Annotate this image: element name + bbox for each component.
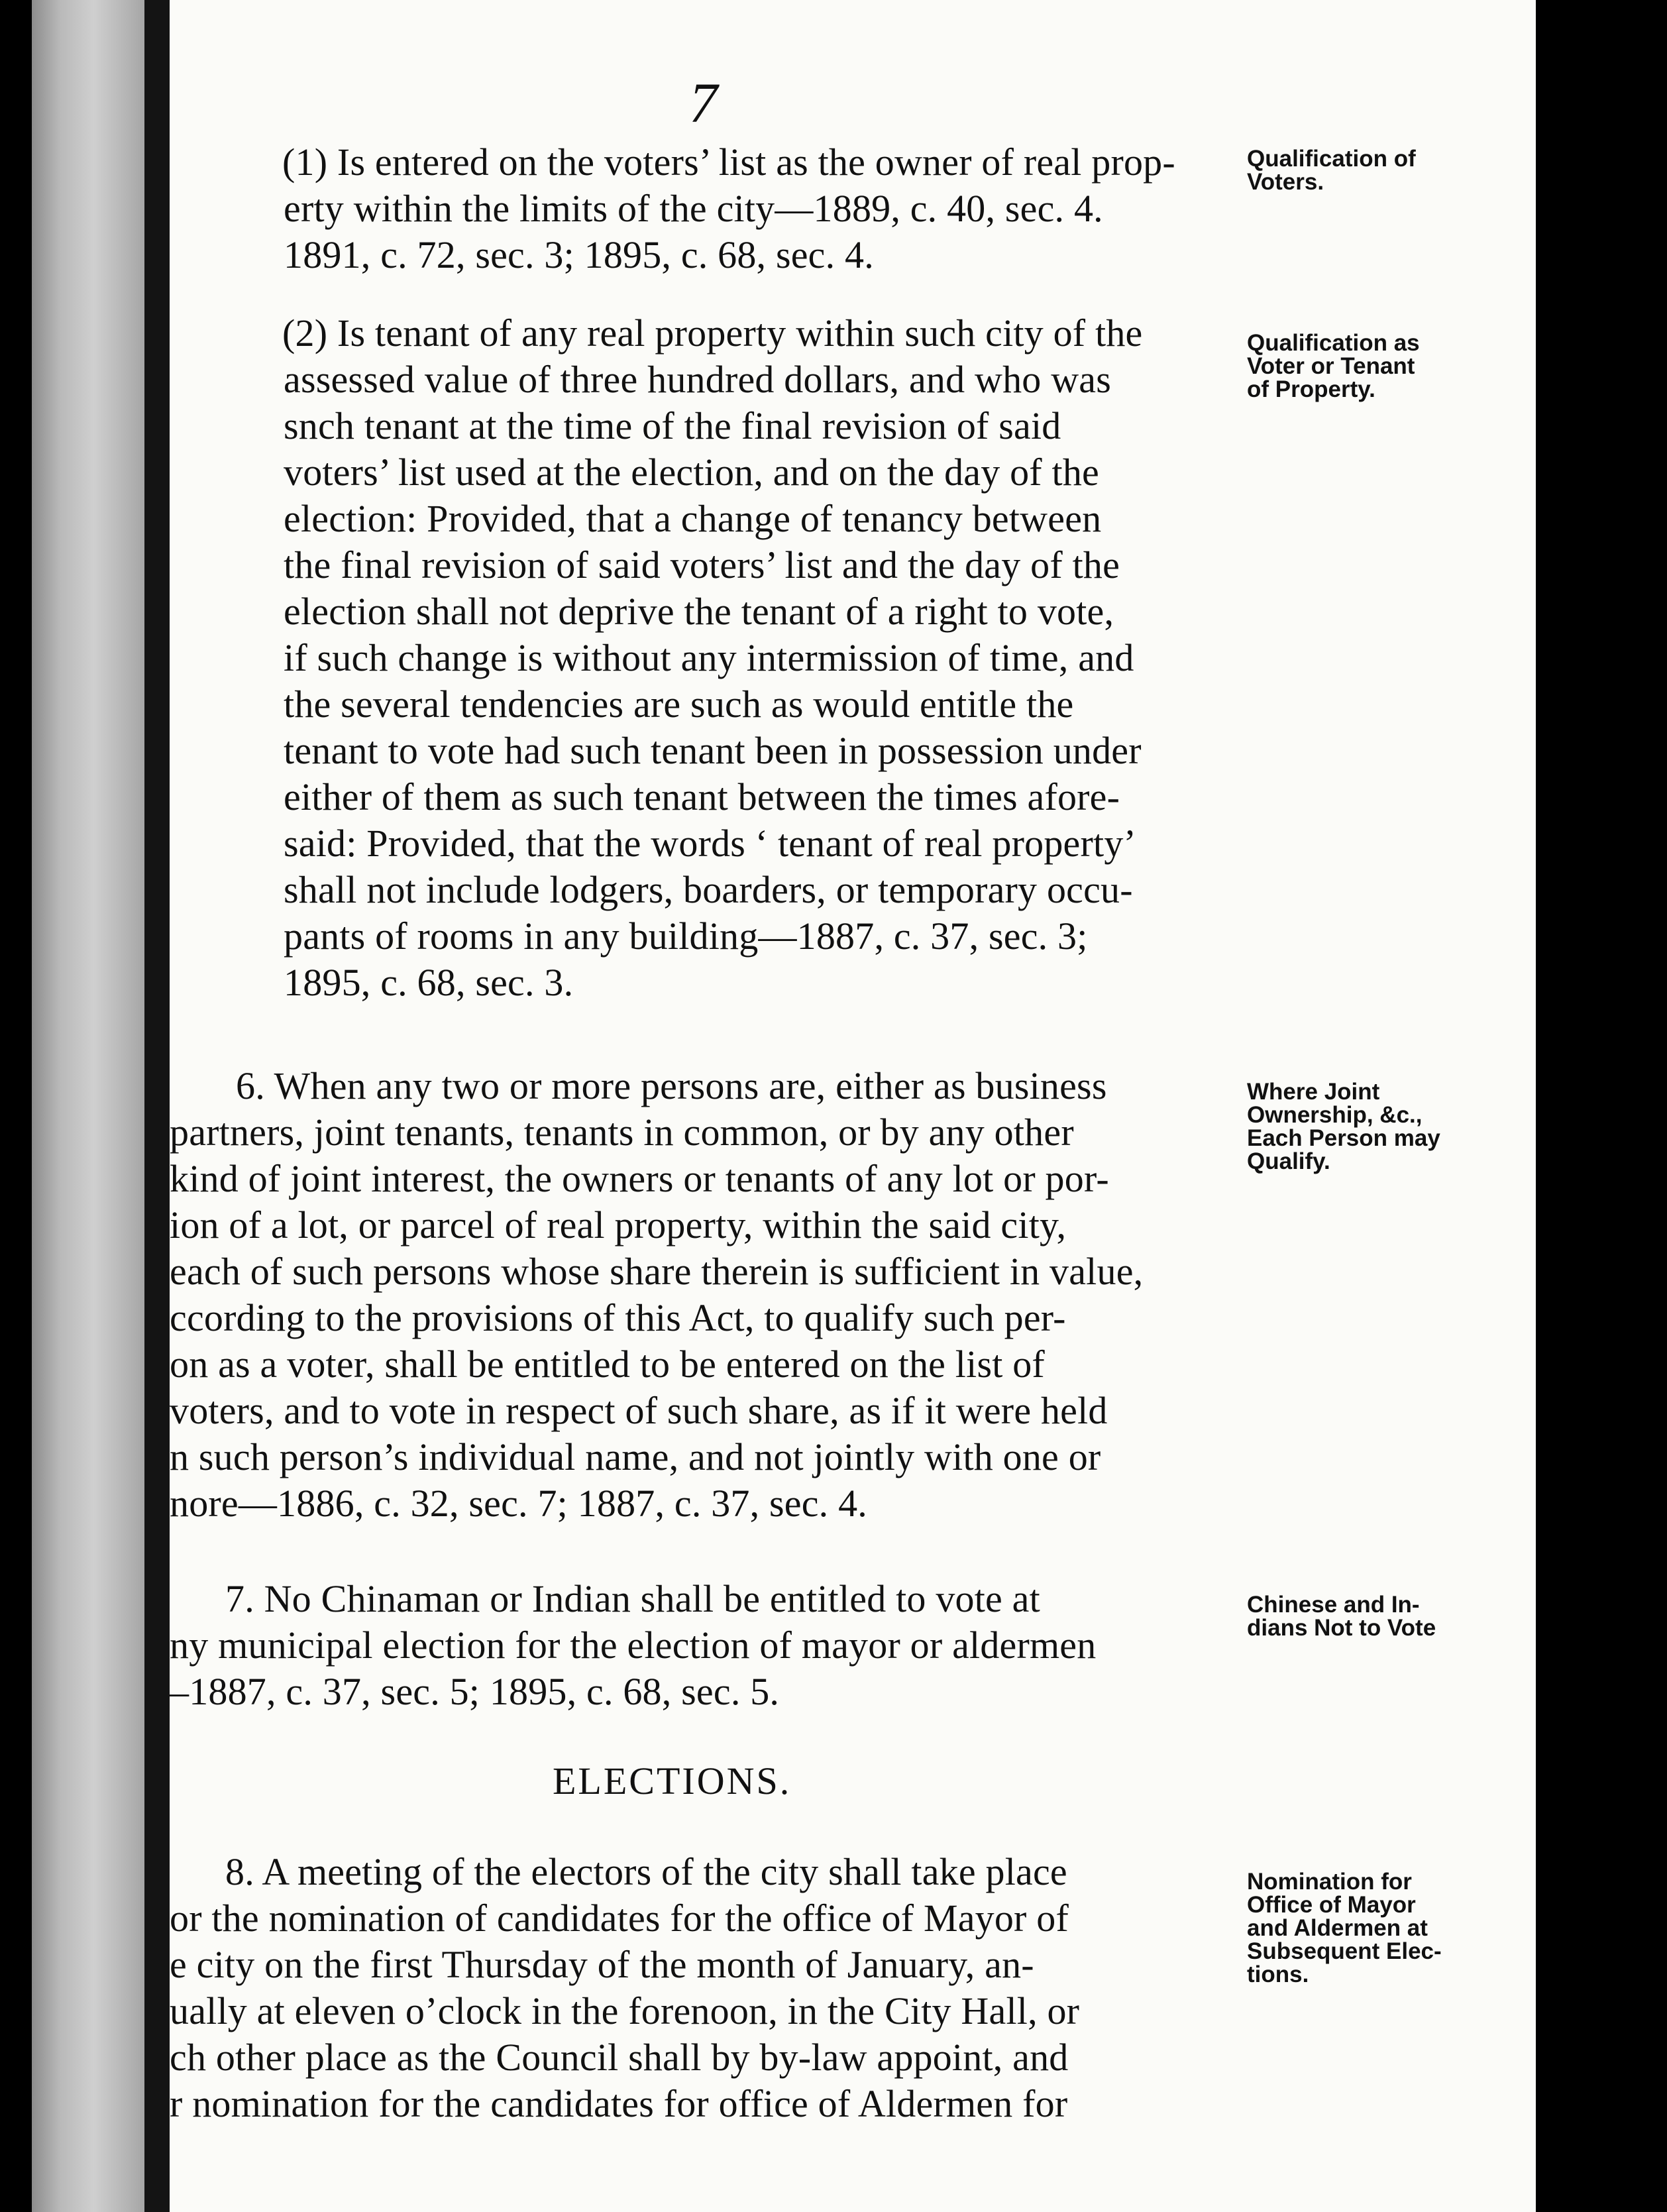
text-line: if such change is without any intermission of time, and <box>284 636 1134 679</box>
margin-note-nomination <box>1247 1870 1525 1986</box>
text-line: erty within the limits of the city—1889, c. 40, sec. 4. <box>284 187 1103 230</box>
text-line: pants of rooms in any building—1887, c. 37, sec. 3; <box>284 914 1088 958</box>
text-line: –1887, c. 37, sec. 5; 1895, c. 68, sec. 5. <box>170 1670 780 1713</box>
margin-note-line: and Aldermen at <box>1247 1915 1428 1941</box>
text-line: ny municipal election for the election of mayor or aldermen <box>170 1624 1097 1667</box>
margin-note-chinese-indians <box>1247 1593 1525 1639</box>
margin-note-line: Subsequent Elec- <box>1247 1938 1442 1964</box>
margin-note-line: Ownership, &c., <box>1247 1102 1423 1128</box>
text-line: each of such persons whose share therein is sufficient in value, <box>170 1250 1144 1293</box>
text-line: voters, and to vote in respect of such share, as if it were held <box>170 1389 1108 1432</box>
margin-note-qualification-voter-tenant <box>1247 331 1525 401</box>
margin-note-line: Qualification as <box>1247 330 1420 356</box>
book-page-edge <box>32 0 144 2212</box>
margin-note-line: Nomination for <box>1247 1869 1412 1895</box>
text-line: ch other place as the Council shall by by-law appoint, and <box>170 2036 1069 2079</box>
text-line: tenant to vote had such tenant been in possession under <box>284 729 1142 772</box>
text-line: ion of a lot, or parcel of real property, within the said city, <box>170 1203 1067 1246</box>
scan-border-right <box>1536 0 1667 2212</box>
margin-note-line: tions. <box>1247 1962 1309 1987</box>
text-line: assessed value of three hundred dollars, and who was <box>284 358 1111 401</box>
text-line: the final revision of said voters’ list and the day of the <box>284 543 1120 586</box>
text-line: partners, joint tenants, tenants in common, or by any other <box>170 1111 1074 1154</box>
text-line: n such person’s individual name, and not jointly with one or <box>170 1435 1101 1478</box>
text-line: 6. When any two or more persons are, either as business <box>236 1064 1107 1107</box>
text-line: said: Provided, that the words ‘ tenant of real property’ <box>284 822 1137 865</box>
text-line: election: Provided, that a change of tenancy between <box>284 497 1102 540</box>
text-line: 8. A meeting of the electors of the city shall take place <box>225 1850 1067 1893</box>
margin-note-line: Chinese and In- <box>1247 1592 1420 1618</box>
text-line: or the nomination of candidates for the office of Mayor of <box>170 1897 1069 1940</box>
margin-note-line: Qualification of <box>1247 146 1416 172</box>
margin-note-joint-ownership <box>1247 1080 1525 1173</box>
margin-note-line: Each Person may <box>1247 1125 1440 1151</box>
margin-note-line: dians Not to Vote <box>1247 1615 1436 1641</box>
text-line: voters’ list used at the election, and on the day of the <box>284 451 1099 494</box>
text-line: snch tenant at the time of the final revision of said <box>284 404 1061 447</box>
margin-note-line: Voters. <box>1247 169 1324 195</box>
text-line: e city on the first Thursday of the month of January, an- <box>170 1943 1034 1986</box>
text-line: shall not include lodgers, boarders, or temporary occu- <box>284 868 1133 911</box>
text-line: election shall not deprive the tenant of a right to vote, <box>284 590 1114 633</box>
text-line: on as a voter, shall be entitled to be entered on the list of <box>170 1343 1045 1386</box>
text-line: ually at eleven o’clock in the forenoon, in the City Hall, or <box>170 1989 1080 2032</box>
text-line: 7. No Chinaman or Indian shall be entitled to vote at <box>225 1577 1040 1620</box>
text-line: r nomination for the candidates for office of Aldermen for <box>170 2082 1068 2125</box>
margin-note-line: Where Joint <box>1247 1079 1380 1105</box>
text-line: 1895, c. 68, sec. 3. <box>284 961 574 1004</box>
text-line: 1891, c. 72, sec. 3; 1895, c. 68, sec. 4. <box>284 233 874 276</box>
text-line: kind of joint interest, the owners or tenants of any lot or por- <box>170 1157 1109 1200</box>
document-page <box>170 0 1536 2212</box>
text-line: ccording to the provisions of this Act, to qualify such per- <box>170 1296 1066 1339</box>
margin-note-line: of Property. <box>1247 376 1375 402</box>
margin-note-line: Qualify. <box>1247 1148 1330 1174</box>
page-number: 7 <box>689 71 718 135</box>
margin-note-qualification-of-voters <box>1247 147 1525 194</box>
book-gutter <box>144 0 170 2212</box>
text-line: the several tendencies are such as would entitle the <box>284 683 1074 726</box>
text-line: (1) Is entered on the voters’ list as the owner of real prop- <box>282 140 1175 184</box>
margin-note-line: Office of Mayor <box>1247 1892 1416 1918</box>
text-line: nore—1886, c. 32, sec. 7; 1887, c. 37, sec. 4. <box>170 1482 867 1525</box>
text-line: (2) Is tenant of any real property within such city of the <box>282 311 1143 355</box>
section-heading-elections: ELECTIONS. <box>553 1759 792 1802</box>
scan-border-left <box>0 0 32 2212</box>
margin-note-line: Voter or Tenant <box>1247 353 1415 379</box>
text-line: either of them as such tenant between the times afore- <box>284 775 1120 818</box>
